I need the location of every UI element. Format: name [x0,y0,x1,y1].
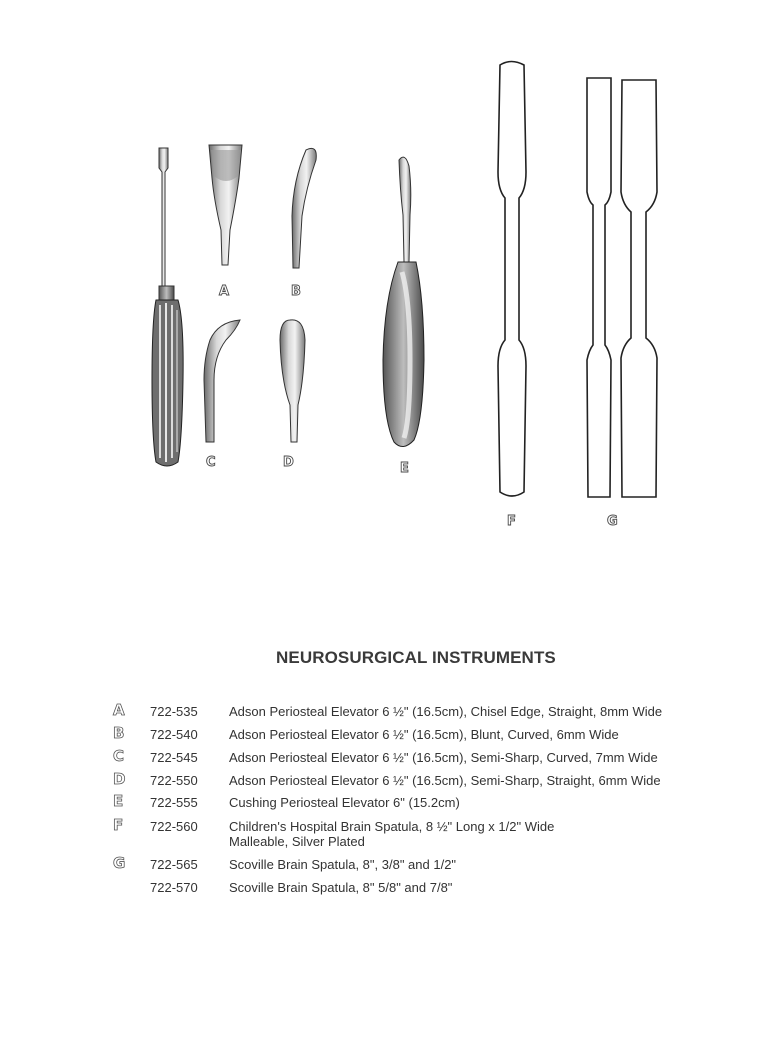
adson-elevator-full [152,148,183,466]
figure-label-d: D [283,455,294,470]
item-letter: D [113,770,126,788]
item-description: Adson Periosteal Elevator 6 ½" (16.5cm), Semi-Sharp, Curved, 7mm Wide [229,750,658,765]
item-letter: C [113,747,125,765]
item-description-line1: Children's Hospital Brain Spatula, 8 ½" Long x 1/2" Wide [229,819,555,834]
item-description: Scoville Brain Spatula, 8", 3/8" and 1/2" [229,857,457,872]
item-description: Adson Periosteal Elevator 6 ½" (16.5cm), Blunt, Curved, 6mm Wide [229,727,619,742]
item-description: Cushing Periosteal Elevator 6" (15.2cm) [229,795,460,810]
item-letter: G [113,854,126,872]
item-letter: E [113,792,124,810]
item-code: 722-540 [150,727,198,742]
list-item [0,880,780,916]
item-code: 722-555 [150,795,198,810]
item-description: Adson Periosteal Elevator 6 ½" (16.5cm), Chisel Edge, Straight, 8mm Wide [229,704,663,719]
catalog-title: NEUROSURGICAL INSTRUMENTS [276,648,556,667]
figure-label-c: C [206,455,216,470]
item-description: Adson Periosteal Elevator 6 ½" (16.5cm), Semi-Sharp, Straight, 6mm Wide [229,773,661,788]
item-description-line2: Malleable, Silver Plated [229,834,365,849]
tip-d-straight [280,320,305,470]
tip-c-curved [204,320,240,470]
item-code: 722-545 [150,750,198,765]
figure-label-e: E [400,461,409,476]
tip-b-curved [291,148,316,299]
spatula-f [498,62,526,530]
figure-label-f: F [507,514,516,529]
item-description: Scoville Brain Spatula, 8" 5/8" and 7/8" [229,880,453,895]
item-code: 722-535 [150,704,198,719]
item-letter: A [113,701,125,719]
tip-a-chisel [209,145,242,299]
figure-label-g: G [607,514,618,529]
item-code: 722-570 [150,880,198,895]
item-code: 722-565 [150,857,198,872]
cushing-elevator [383,157,424,476]
spatula-g [587,78,657,529]
item-letter: B [113,724,125,742]
figure-label-a: A [219,284,230,299]
figure-label-b: B [291,284,301,299]
list-item [0,816,780,855]
item-code: 722-560 [150,819,198,834]
item-description [229,819,554,849]
item-letter: F [113,816,124,834]
item-code: 722-550 [150,773,198,788]
